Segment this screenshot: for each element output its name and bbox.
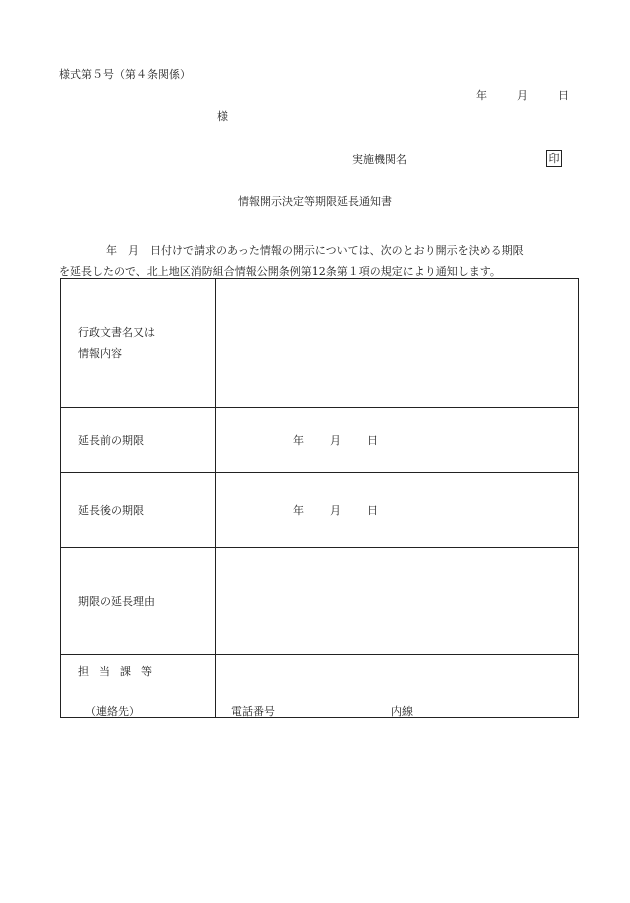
contact-field[interactable] [216,655,579,718]
deadline-after-year: 年 [293,504,304,517]
deadline-after-month: 月 [330,504,341,517]
issue-date-year: 年 [476,89,487,102]
deadline-before-month: 月 [330,434,341,447]
deadline-after-day: 日 [367,504,378,517]
notice-table [60,278,579,718]
deadline-before-field[interactable] [216,408,579,473]
table-row [61,408,579,473]
deadline-before-label: 延長前の期限 [61,408,216,473]
document-title: 情報開示決定等期限延長通知書 [238,195,392,208]
issue-date-day: 日 [558,89,569,102]
body-text [59,240,579,282]
extension-reason-field[interactable] [216,548,579,655]
document-name-label [61,279,216,408]
deadline-after-label: 延長後の期限 [61,473,216,548]
department-label: 担当課等 [78,665,162,678]
deadline-before-day: 日 [367,434,378,447]
deadline-before-year: 年 [293,434,304,447]
table-row [61,473,579,548]
deadline-after-field[interactable] [216,473,579,548]
organization-label: 実施機関名 [352,153,407,166]
extension-reason-label: 期限の延長理由 [61,548,216,655]
addressee-suffix: 様 [217,110,228,123]
extension-label: 内線 [391,705,413,718]
body-line-1: 年 月 日付けで請求のあった情報の開示については、次のとおり開示を決める期限 [106,244,524,257]
issue-date [476,90,569,101]
form-number: 様式第５号（第４条関係） [59,68,191,81]
body-line-2: を延長したので、北上地区消防組合情報公開条例第12条第１項の規定により通知します。 [59,265,501,278]
seal-box: 印 [546,150,562,167]
contact-label: （連絡先） [85,705,140,718]
table-row [61,548,579,655]
document-name-field[interactable] [216,279,579,408]
phone-label: 電話番号 [231,705,275,718]
table-row [61,655,579,718]
table-row [61,279,579,408]
document-name-label-line2: 情報内容 [78,347,122,360]
contact-label-cell [61,655,216,718]
document-name-label-line1: 行政文書名又は [78,326,155,339]
issue-date-month: 月 [517,89,528,102]
